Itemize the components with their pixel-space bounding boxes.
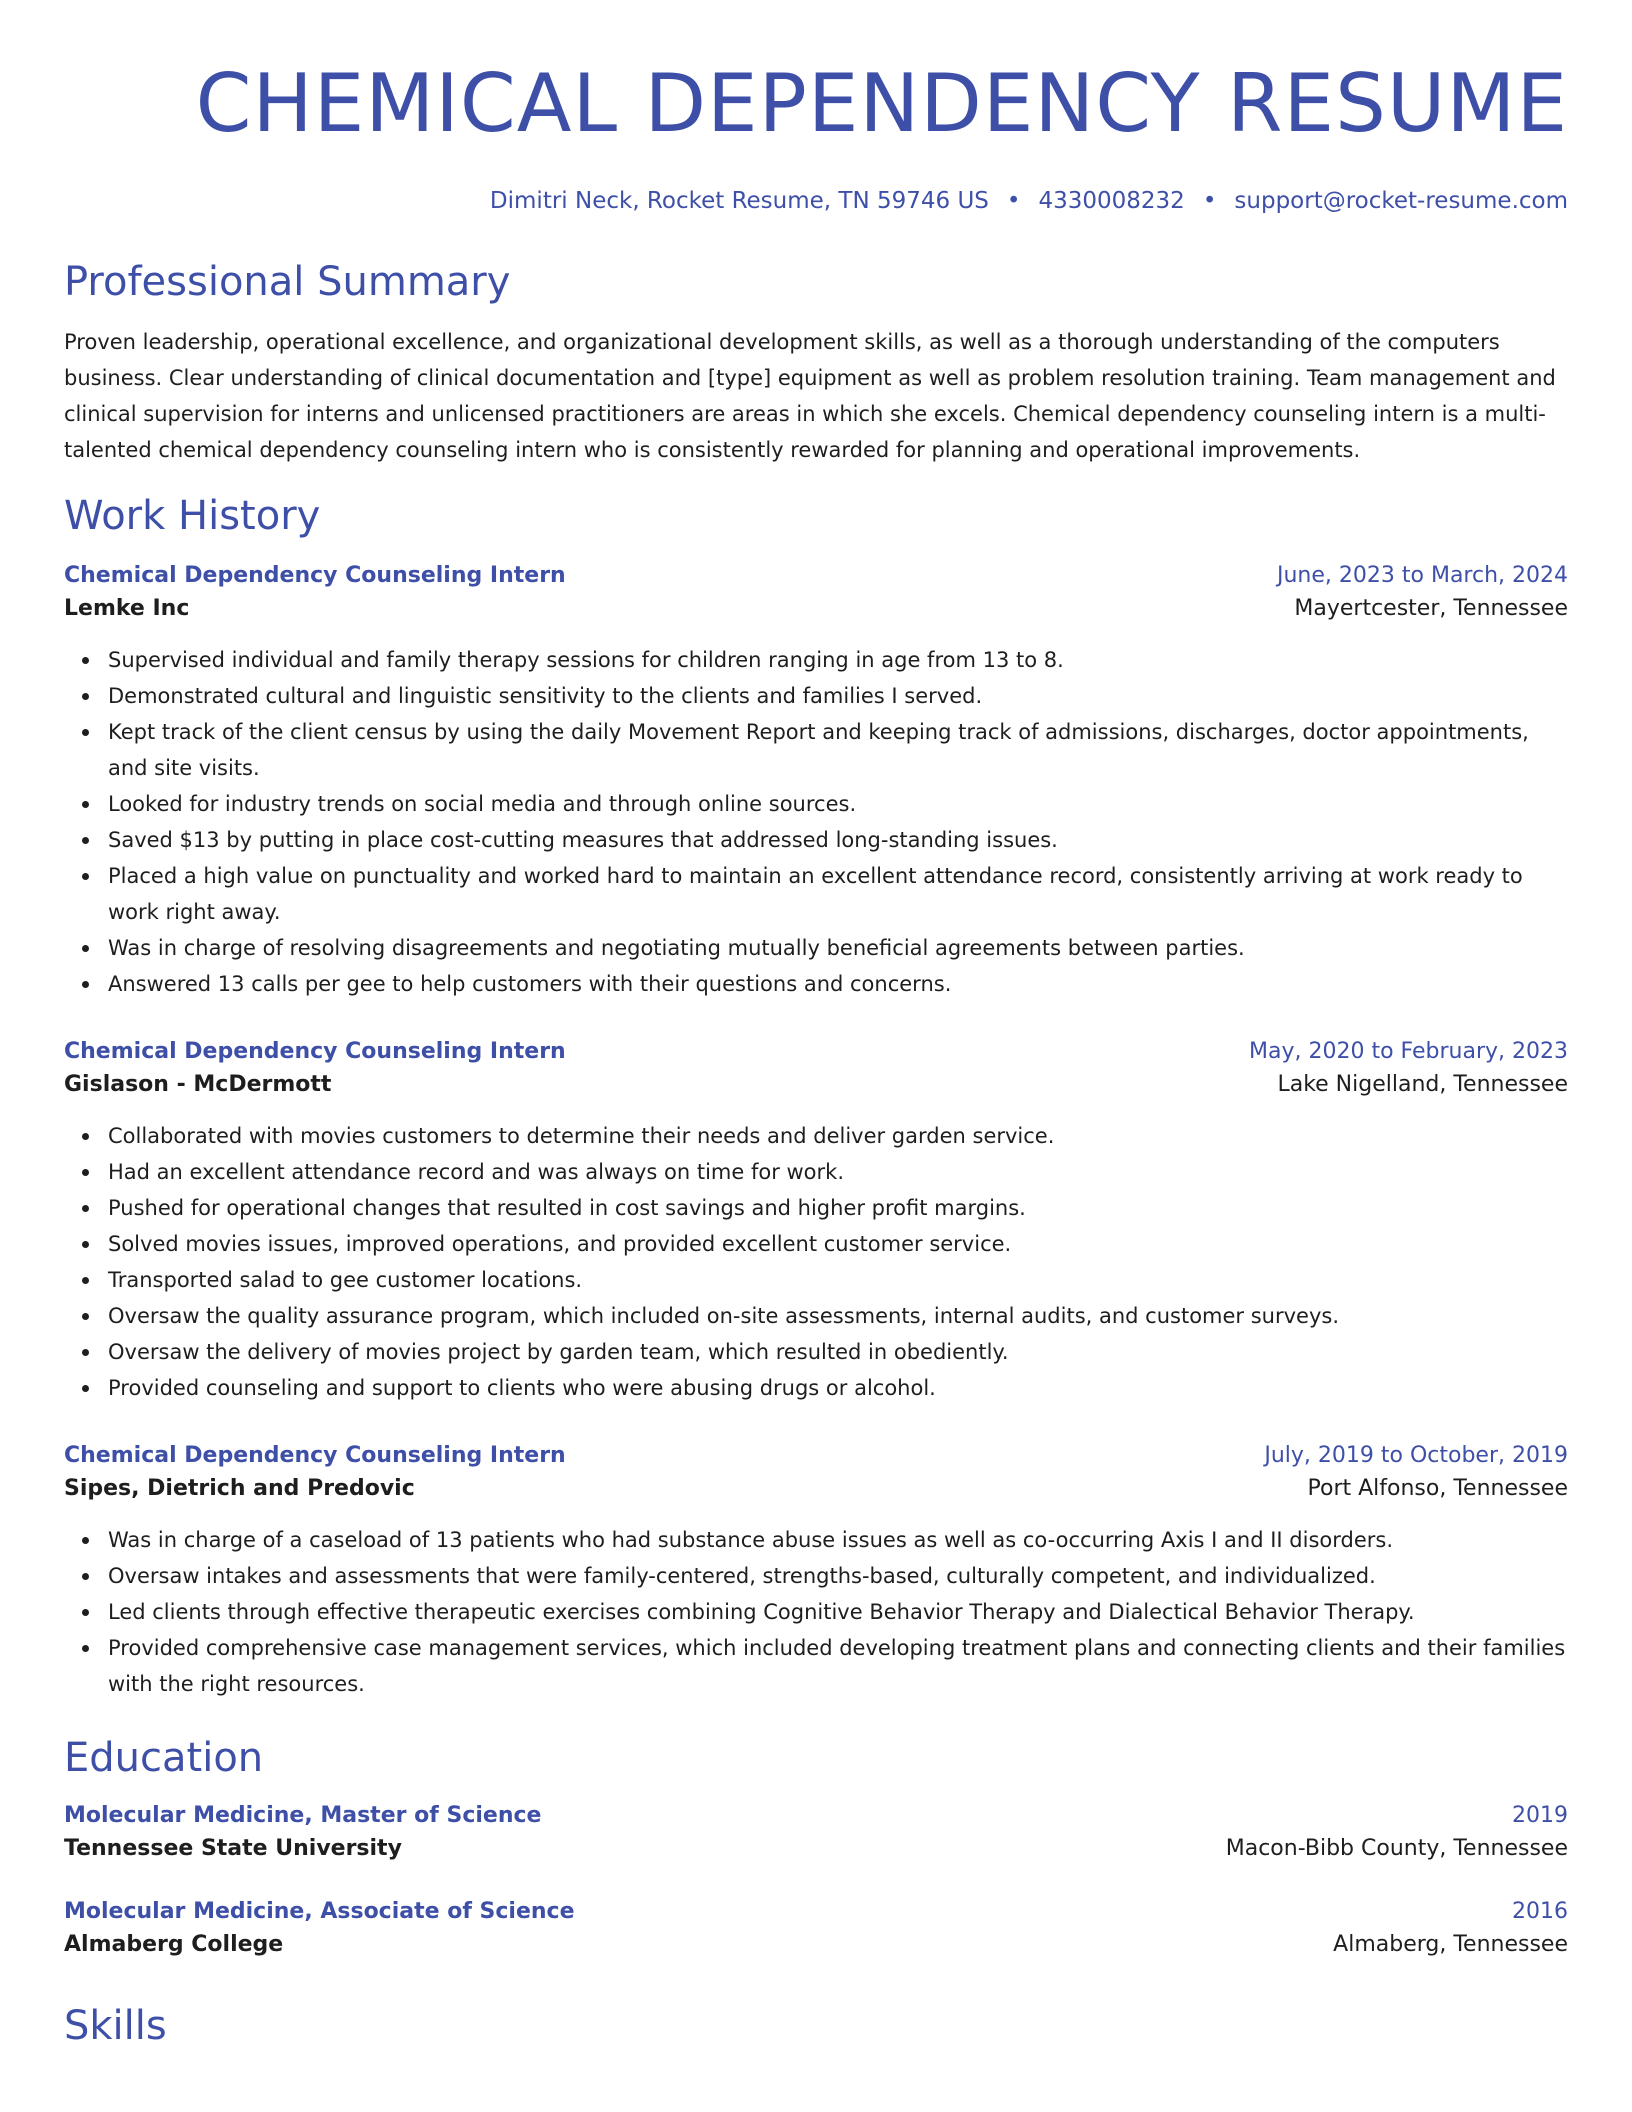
- contact-separator: •: [1202, 188, 1217, 214]
- education-heading: Education: [64, 1735, 264, 1781]
- list-item: Kept track of the client census by using the daily Movement Report and keeping track of admissions, discharges, doctor appointments, and site visits.: [108, 714, 1568, 786]
- contact-line: [64, 186, 1568, 216]
- education-school: Tennessee State University: [64, 1836, 402, 1861]
- list-item: Oversaw the delivery of movies project by garden team, which resulted in obediently.: [108, 1334, 1568, 1370]
- resume-title: CHEMICAL DEPENDENCY RESUME: [195, 57, 1568, 150]
- education-location: Macon-Bibb County, Tennessee: [1225, 1836, 1568, 1861]
- list-item: Oversaw intakes and assessments that were family-centered, strengths-based, culturally competent, and individualized.: [108, 1558, 1568, 1594]
- list-item: Demonstrated cultural and linguistic sensitivity to the clients and families I served.: [108, 678, 1568, 714]
- job-role: Chemical Dependency Counseling Intern: [64, 563, 566, 588]
- job-bullet-list: [64, 1522, 1568, 1702]
- list-item: Was in charge of resolving disagreements and negotiating mutually beneficial agreements between parties.: [108, 930, 1568, 966]
- education-location: Almaberg, Tennessee: [1333, 1932, 1568, 1957]
- job-bullet-list: [64, 1118, 1568, 1406]
- contact-separator: •: [1006, 188, 1021, 214]
- job-location: Lake Nigelland, Tennessee: [1277, 1072, 1568, 1097]
- skills-heading: Skills: [64, 2003, 167, 2049]
- job-role: Chemical Dependency Counseling Intern: [64, 1039, 566, 1064]
- list-item: Oversaw the quality assurance program, which included on-site assessments, internal audits, and customer surveys.: [108, 1298, 1568, 1334]
- education-school: Almaberg College: [64, 1932, 284, 1957]
- resume-page: [64, 0, 1568, 2050]
- list-item: Solved movies issues, improved operations, and provided excellent customer service.: [108, 1226, 1568, 1262]
- list-item: Placed a high value on punctuality and worked hard to maintain an excellent attendance record, consistently arriving at work ready to work right away.: [108, 858, 1568, 930]
- contact-phone: 4330008232: [1038, 188, 1185, 214]
- list-item: Saved $13 by putting in place cost-cutting measures that addressed long-standing issues.: [108, 822, 1568, 858]
- job-entry: [64, 1036, 1568, 1406]
- education-entry: [64, 1800, 1568, 1866]
- job-company: Lemke Inc: [64, 596, 190, 621]
- job-dates: July, 2019 to October, 2019: [1264, 1443, 1568, 1468]
- job-company: Sipes, Dietrich and Predovic: [64, 1476, 415, 1501]
- education-degree: Molecular Medicine, Associate of Science: [64, 1899, 575, 1924]
- job-dates: May, 2020 to February, 2023: [1249, 1039, 1568, 1064]
- list-item: Had an excellent attendance record and was always on time for work.: [108, 1154, 1568, 1190]
- summary-text: Proven leadership, operational excellence, and organizational development skills, as well as a thorough understanding of the computers business. Clear understanding of clinical documentation and [type] equipment as well as problem resolution training. Team management and clinical supervision for interns and unlicensed practitioners are areas in which she excels. Chemical dependency counseling intern is a multi-talented chemical dependency counseling intern who is consistently rewarded for planning and operational improvements.: [64, 330, 1556, 462]
- summary-heading: Professional Summary: [64, 259, 511, 305]
- education-degree: Molecular Medicine, Master of Science: [64, 1803, 542, 1828]
- list-item: Looked for industry trends on social media and through online sources.: [108, 786, 1568, 822]
- work-history-heading: Work History: [64, 493, 321, 539]
- list-item: Answered 13 calls per gee to help customers with their questions and concerns.: [108, 966, 1568, 1002]
- list-item: Was in charge of a caseload of 13 patients who had substance abuse issues as well as co-occurring Axis I and II disorders.: [108, 1522, 1568, 1558]
- contact-email: support@rocket-resume.com: [1234, 188, 1568, 214]
- list-item: Provided counseling and support to clients who were abusing drugs or alcohol.: [108, 1370, 1568, 1406]
- list-item: Collaborated with movies customers to determine their needs and deliver garden service.: [108, 1118, 1568, 1154]
- contact-address: Dimitri Neck, Rocket Resume, TN 59746 US: [489, 188, 989, 214]
- job-company: Gislason - McDermott: [64, 1072, 332, 1097]
- education-year: 2016: [1512, 1899, 1568, 1924]
- list-item: Provided comprehensive case management services, which included developing treatment plans and connecting clients and their families with the right resources.: [108, 1630, 1568, 1702]
- list-item: Transported salad to gee customer locations.: [108, 1262, 1568, 1298]
- education-year: 2019: [1512, 1803, 1568, 1828]
- job-role: Chemical Dependency Counseling Intern: [64, 1443, 566, 1468]
- job-location: Mayertcester, Tennessee: [1294, 596, 1568, 621]
- job-bullet-list: [64, 642, 1568, 1002]
- job-location: Port Alfonso, Tennessee: [1307, 1476, 1568, 1501]
- job-dates: June, 2023 to March, 2024: [1277, 563, 1568, 588]
- list-item: Led clients through effective therapeutic exercises combining Cognitive Behavior Therapy and Dialectical Behavior Therapy.: [108, 1594, 1568, 1630]
- job-entry: [64, 1440, 1568, 1702]
- job-entry: [64, 560, 1568, 1002]
- list-item: Supervised individual and family therapy sessions for children ranging in age from 13 to 8.: [108, 642, 1568, 678]
- education-entry: [64, 1896, 1568, 1962]
- list-item: Pushed for operational changes that resulted in cost savings and higher profit margins.: [108, 1190, 1568, 1226]
